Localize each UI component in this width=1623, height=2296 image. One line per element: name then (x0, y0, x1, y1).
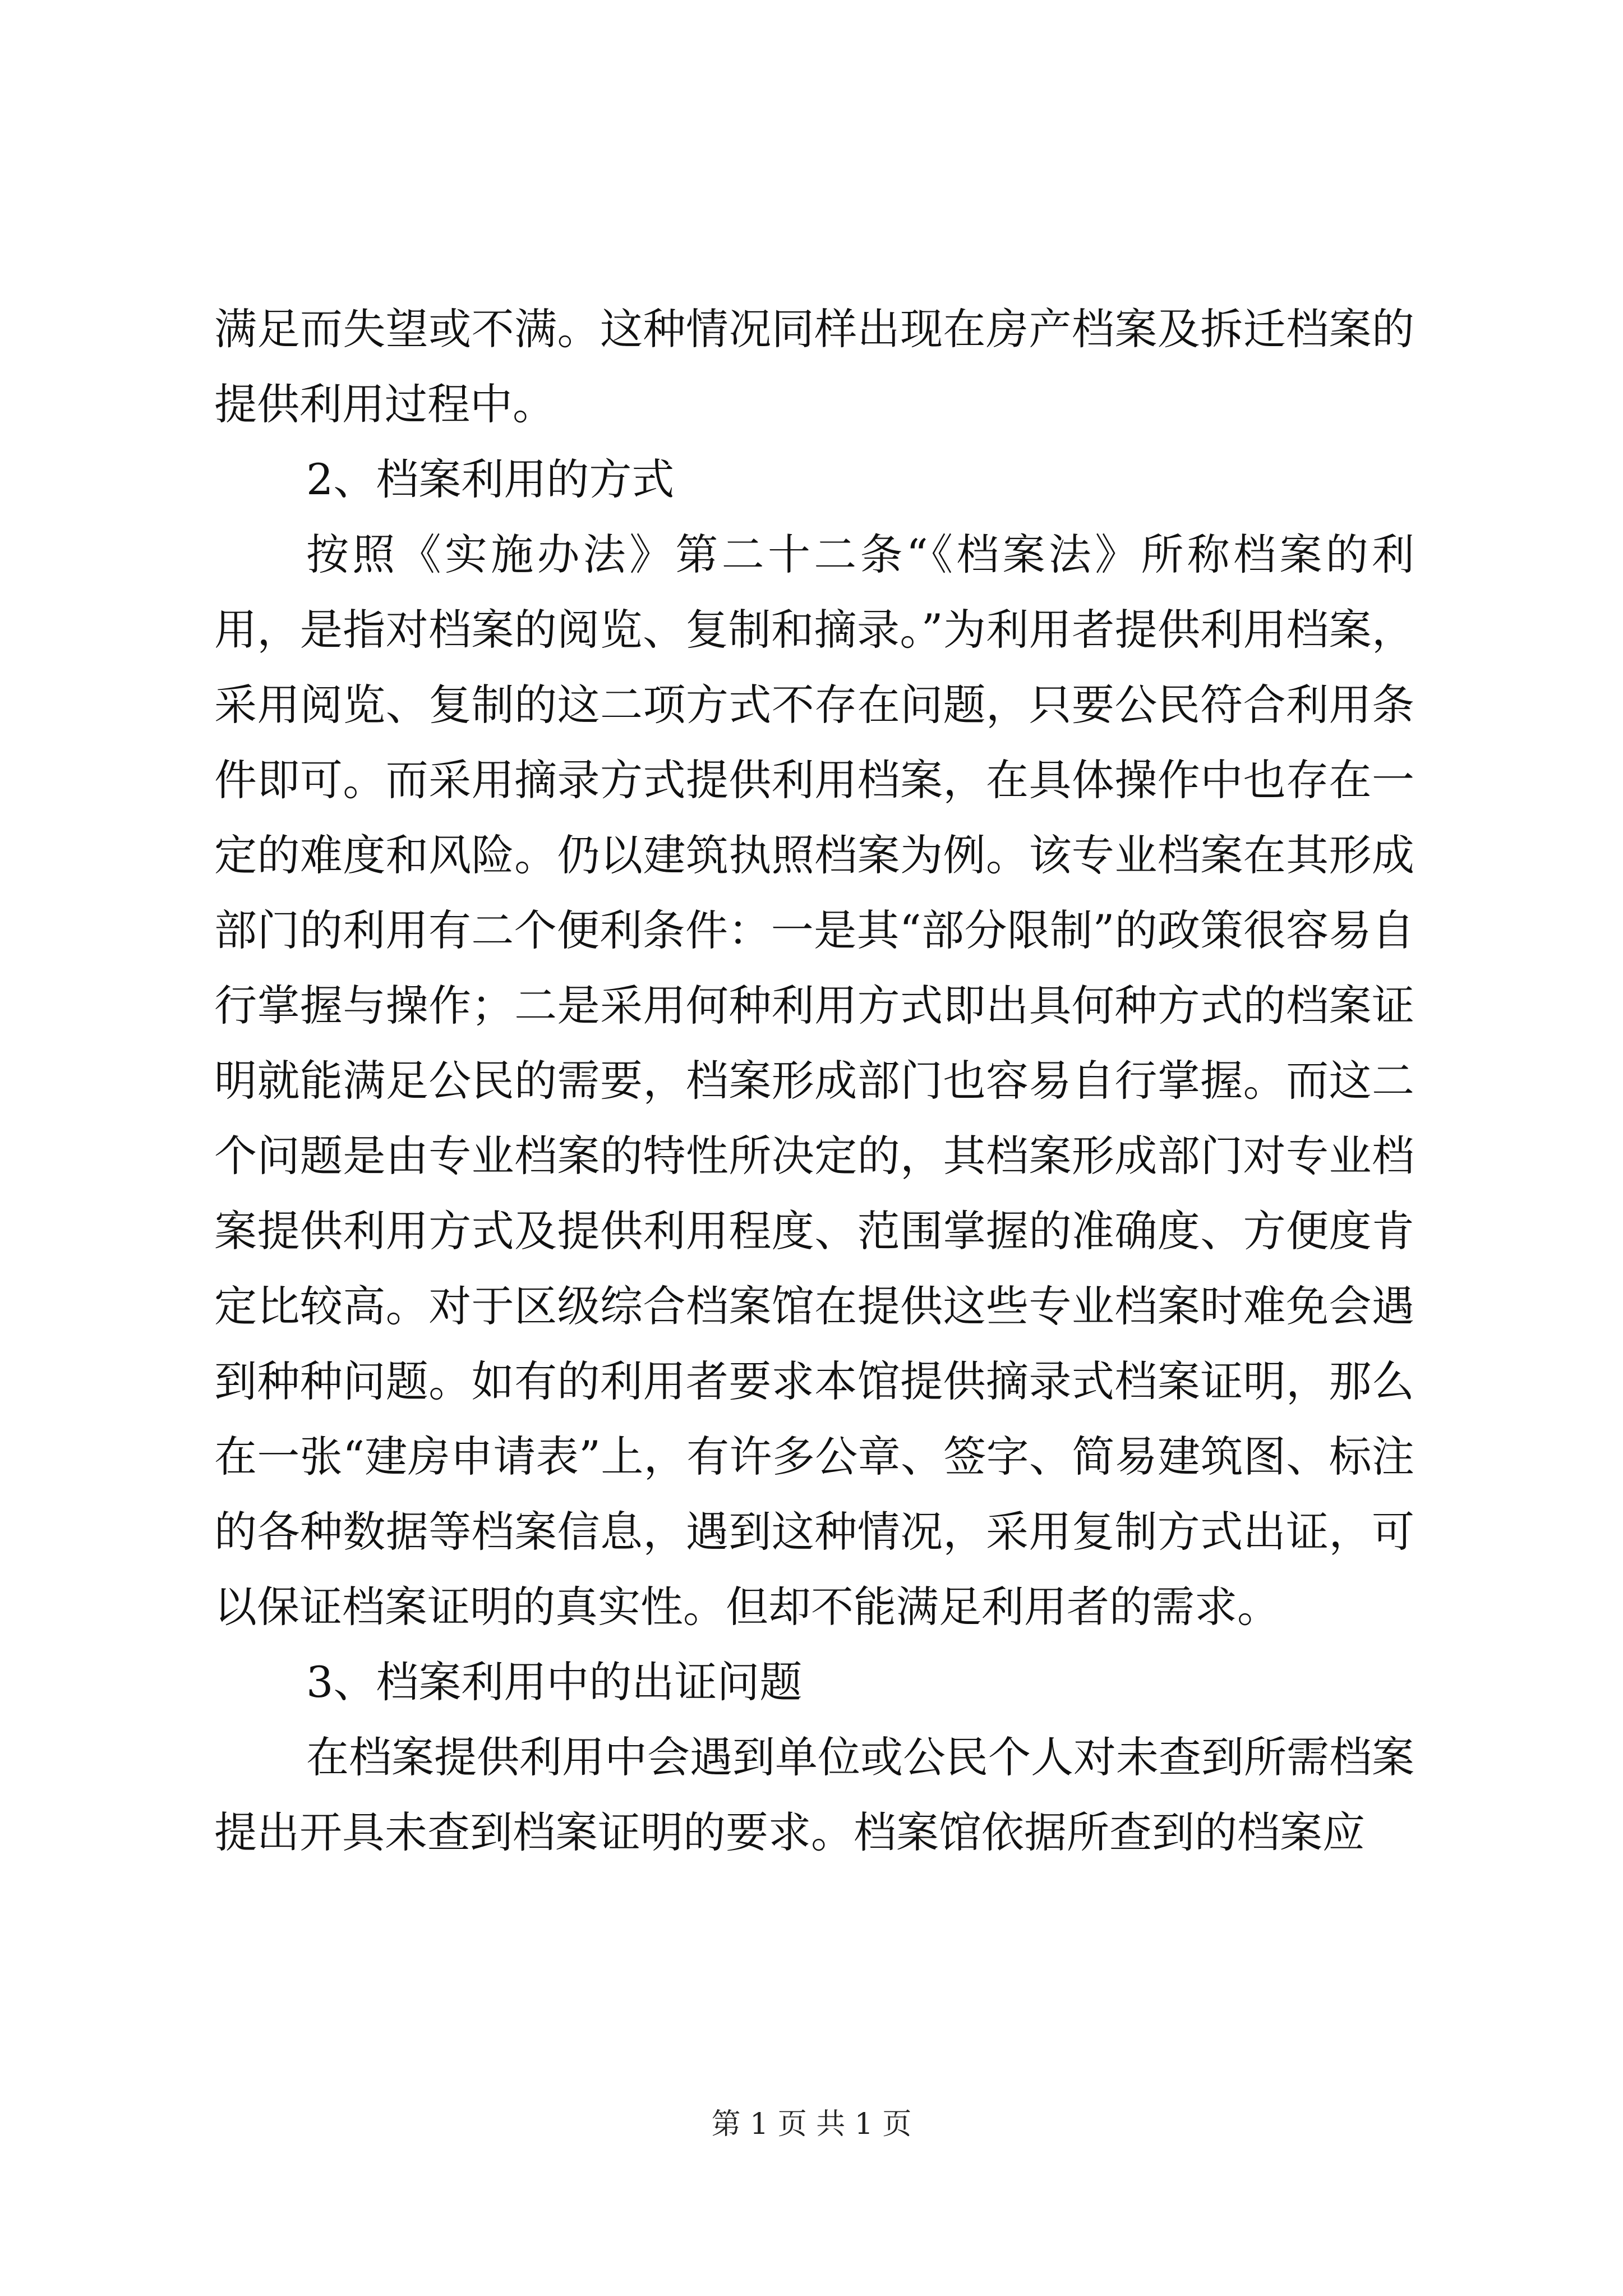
document-body (214, 292, 1414, 1870)
paragraph-usage-methods: 按照《实施办法》第二十二条“《档案法》所称档案的利用，是指对档案的阅览、复制和摘录。”为利用者提供利用档案，采用阅览、复制的这二项方式不存在问题，只要公民符合利用条件即可。而采用摘录方式提供利用档案，在具体操作中也存在一定的难度和风险。仍以建筑执照档案为例。该专业档案在其形成部门的利用有二个便利条件：一是其“部分限制”的政策很容易自行掌握与操作；二是采用何种利用方式即出具何种方式的档案证明就能满足公民的需要，档案形成部门也容易自行掌握。而这二个问题是由专业档案的特性所决定的，其档案形成部门对专业档案提供利用方式及提供利用程度、范围掌握的准确度、方便度肯定比较高。对于区级综合档案馆在提供这些专业档案时难免会遇到种种问题。如有的利用者要求本馆提供摘录式档案证明，那么在一张“建房申请表”上，有许多公章、签字、简易建筑图、标注的各种数据等档案信息，遇到这种情况，采用复制方式出证，可以保证档案证明的真实性。但却不能满足利用者的需求。 (214, 530, 1414, 1632)
paragraph-continuation: 满足而失望或不满。这种情况同样出现在房产档案及拆迁档案的提供利用过程中。 (214, 304, 1414, 429)
page-number-footer: 第 1 页 共 1 页 (711, 2108, 912, 2141)
section-heading-2: 2、档案利用的方式 (306, 454, 675, 504)
section-heading-3: 3、档案利用中的出证问题 (306, 1657, 803, 1707)
paragraph-certificate-issues: 在档案提供利用中会遇到单位或公民个人对未查到所需档案提出开具未查到档案证明的要求。档案馆依据所查到的档案应 (214, 1732, 1414, 1857)
